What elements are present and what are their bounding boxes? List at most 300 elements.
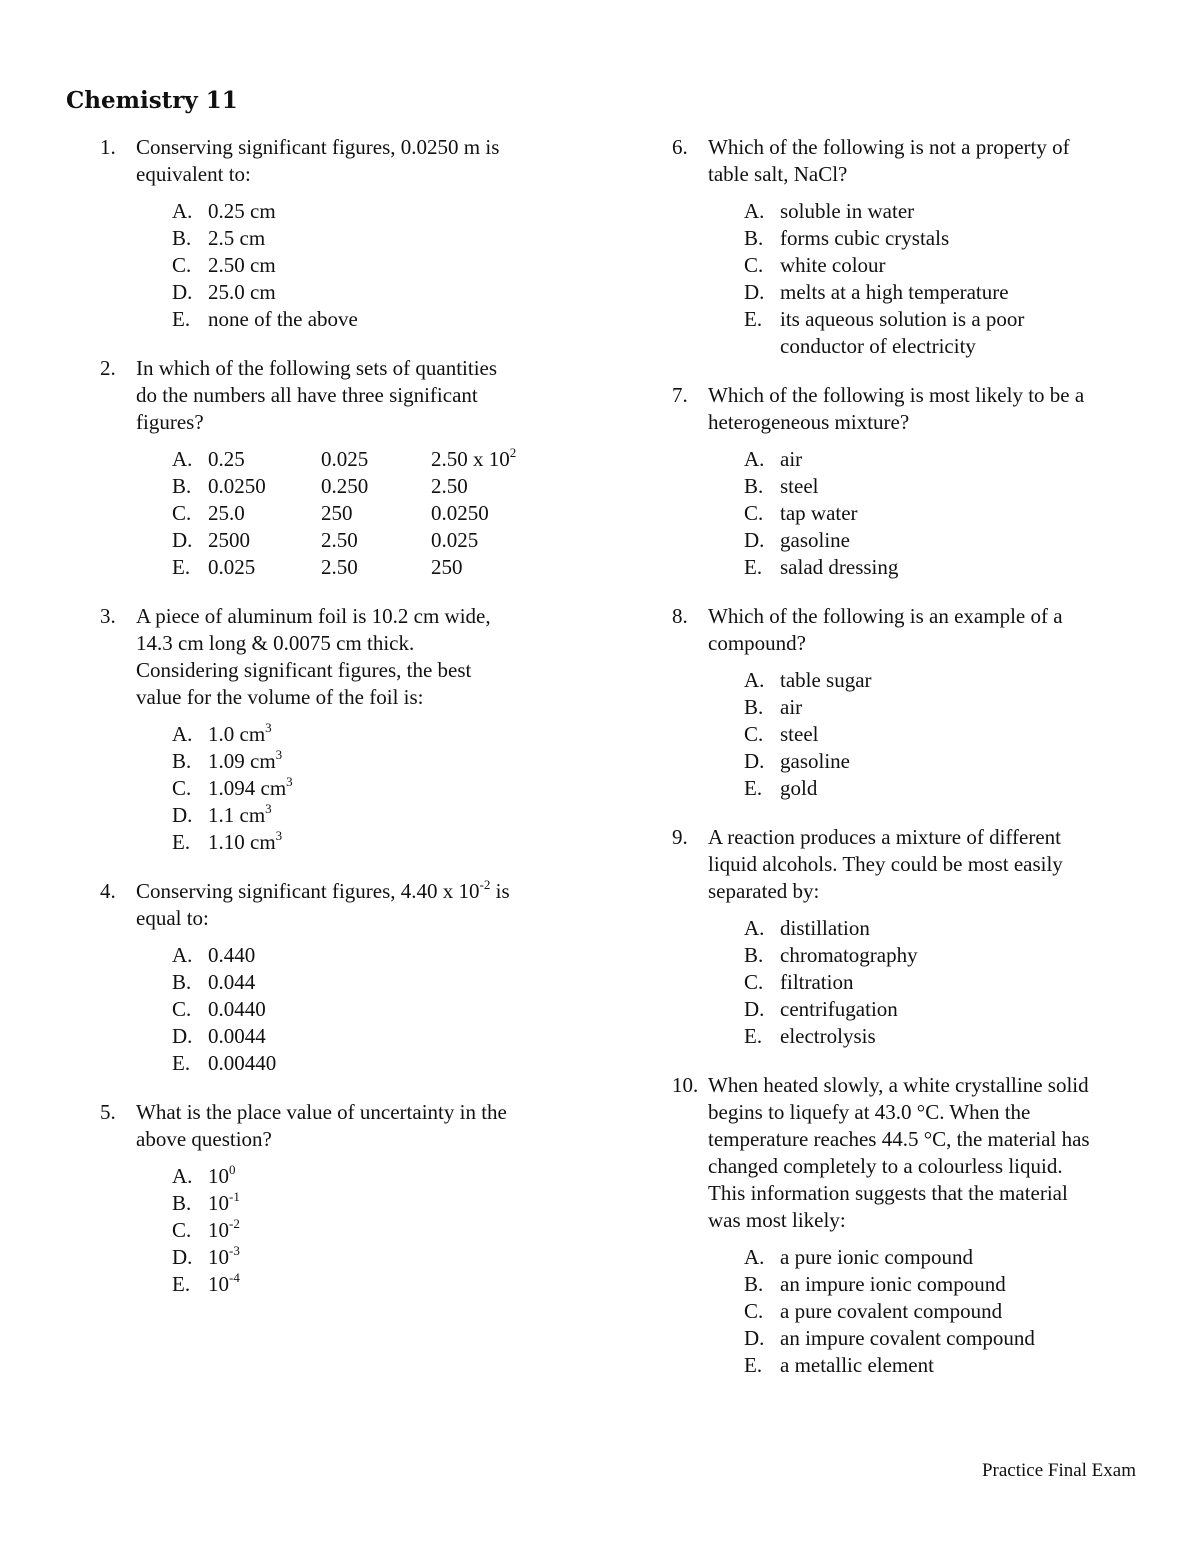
option-letter: B. [172,749,192,773]
option-text [780,942,918,969]
answer-option [172,996,580,1023]
question-number: 1. [100,135,116,159]
question-line: When heated slowly, a white crystalline solid [708,1073,1089,1097]
answer-option [744,1023,1152,1050]
option-value: 2.50 x 10 [431,447,510,471]
answer-option [744,942,1152,969]
answer-option [172,446,580,473]
option-value: 0.025 [208,555,256,579]
answer-option [744,1271,1152,1298]
option-value: forms cubic crystals [780,226,950,250]
question-number: 10. [672,1073,699,1097]
option-letter: A. [744,916,765,940]
answer-option [172,1271,580,1298]
option-text [208,829,282,856]
option-value: 0.044 [208,970,256,994]
answer-option [172,473,580,500]
exponent: 0 [229,1162,236,1177]
option-value: melts at a high temperature [780,280,1009,304]
exponent: 3 [265,720,272,735]
answer-option [744,1298,1152,1325]
question-item [672,134,1152,360]
option-text [208,1163,236,1190]
option-value: 10 [208,1245,229,1269]
option-text [780,1352,934,1379]
option-letter: B. [744,474,764,498]
answer-option [172,198,580,225]
option-value: air [780,695,803,719]
question-line: In which of the following sets of quantities [136,356,498,380]
question-line: A reaction produces a mixture of different [708,825,1061,849]
answer-option [172,775,580,802]
answer-option [744,252,1152,279]
option-letter: A. [172,1164,193,1188]
option-value: 0.025 [431,528,479,552]
answer-option [172,969,580,996]
option-text [208,1190,240,1217]
option-letter: E. [172,1051,191,1075]
option-value: an impure covalent compound [780,1326,1035,1350]
option-text [431,527,478,554]
answer-options [172,721,580,856]
option-text [780,775,817,802]
option-letter: B. [172,970,192,994]
option-text [208,446,321,473]
exponent: 2 [509,445,517,460]
option-letter: D. [744,280,765,304]
option-value: 1.09 cm [208,749,276,773]
question-number: 8. [672,604,688,628]
option-value: 10 [208,1218,229,1242]
option-text [208,1271,240,1298]
option-text [780,1298,1002,1325]
answer-option [172,802,580,829]
question-line: heterogeneous mixture? [708,410,910,434]
answer-option [172,1217,580,1244]
question-line: Which of the following is most likely to be a [708,383,1085,407]
option-text [208,473,321,500]
option-value: 0.0440 [208,997,266,1021]
option-letter: C. [744,1299,764,1323]
option-value: gold [780,776,818,800]
option-value: 1.1 cm [208,803,266,827]
option-value: 0.440 [208,943,256,967]
question-text [136,878,580,932]
option-letter: A. [172,722,193,746]
answer-option [744,996,1152,1023]
option-letter: E. [172,307,191,331]
question-line: Which of the following is not a property of [708,135,1070,159]
answer-option [744,1325,1152,1352]
option-text [780,554,898,581]
exponent: -2 [229,1216,240,1231]
answer-options [172,446,580,581]
question-number: 3. [100,604,116,628]
question-number: 2. [100,356,116,380]
option-text [431,554,463,581]
question-line: do the numbers all have three significant [136,383,478,407]
option-value: table sugar [780,668,872,692]
option-text [208,252,276,279]
option-value: 25.0 [208,501,245,525]
answer-option [744,915,1152,942]
question-line: was most likely: [708,1208,846,1232]
option-value: salad dressing [780,555,899,579]
option-letter: A. [172,447,193,471]
option-text [780,748,850,775]
exponent: 3 [286,774,293,789]
question-line: temperature reaches 44.5 °C, the material has [708,1127,1090,1151]
question-line: liquid alcohols. They could be most easily [708,852,1063,876]
option-text [431,473,468,500]
question-item [672,1072,1152,1379]
question-number: 4. [100,879,116,903]
option-letter: C. [744,722,764,746]
option-text [780,225,949,252]
answer-option [744,1244,1152,1271]
option-value: steel [780,722,819,746]
option-value: 0.0044 [208,1024,266,1048]
question-line: Which of the following is an example of a [708,604,1063,628]
option-text [321,500,431,527]
answer-option [744,279,1152,306]
option-text [321,446,431,473]
option-letter: E. [744,776,763,800]
option-letter: D. [744,997,765,1021]
option-text [208,996,266,1023]
option-letter: C. [744,970,764,994]
option-value: 2.50 cm [208,253,276,277]
answer-option [744,473,1152,500]
option-letter: B. [172,474,192,498]
option-value: chromatography [780,943,918,967]
option-text [208,942,255,969]
question-number: 9. [672,825,688,849]
option-text [780,473,818,500]
option-letter: E. [744,307,763,331]
option-letter: C. [744,253,764,277]
option-text [780,1325,1035,1352]
option-value: gasoline [780,749,850,773]
option-letter: D. [744,749,765,773]
question-line: separated by: [708,879,820,903]
option-text [208,198,276,225]
option-text [780,1244,973,1271]
question-text [136,355,580,436]
question-item [672,824,1152,1050]
option-text [208,1050,276,1077]
option-value: 0.025 [321,447,369,471]
answer-option [744,225,1152,252]
option-value: distillation [780,916,870,940]
answer-option [172,1023,580,1050]
exponent: -3 [229,1243,240,1258]
question-number: 7. [672,383,688,407]
option-value: 250 [431,555,463,579]
option-text [208,225,265,252]
option-text [780,527,850,554]
question-text [708,134,1152,188]
answer-option [172,554,580,581]
option-indent [744,333,780,360]
option-text [208,527,321,554]
option-letter: E. [744,1024,763,1048]
option-value: centrifugation [780,997,898,1021]
answer-options [744,198,1152,360]
question-text [136,134,580,188]
option-text [208,802,272,829]
answer-option [744,306,1152,333]
option-value: a metallic element [780,1353,934,1377]
answer-option [172,829,580,856]
question-item [100,603,580,856]
option-text [780,915,870,942]
left-question-column [100,134,580,1320]
answer-option [172,748,580,775]
answer-option-continued [744,333,1152,360]
option-letter: B. [744,1272,764,1296]
option-value: 2.50 [431,474,468,498]
option-text [780,1023,876,1050]
answer-option [172,279,580,306]
option-letter: A. [172,943,193,967]
option-letter: D. [172,1024,193,1048]
question-number: 5. [100,1100,116,1124]
answer-option [744,694,1152,721]
option-value: 0.25 [208,447,245,471]
option-letter: E. [172,555,191,579]
answer-option [744,500,1152,527]
option-letter: B. [744,943,764,967]
option-letter: D. [172,803,193,827]
answer-option [172,942,580,969]
option-text [780,969,853,996]
option-value: 2500 [208,528,250,552]
question-line-text: is [490,879,510,903]
option-letter: E. [172,830,191,854]
question-item [100,878,580,1077]
option-text [321,527,431,554]
question-text [136,1099,580,1153]
option-value: electrolysis [780,1024,876,1048]
answer-option [172,721,580,748]
answer-option [172,225,580,252]
option-value: 250 [321,501,353,525]
option-value: 1.094 cm [208,776,287,800]
answer-option [172,500,580,527]
question-text [136,603,580,711]
question-item [100,355,580,581]
option-text [780,1271,1006,1298]
answer-option [744,721,1152,748]
question-line: What is the place value of uncertainty in the [136,1100,507,1124]
question-item [100,134,580,333]
answer-option [744,969,1152,996]
option-value: white colour [780,253,886,277]
answer-options [172,942,580,1077]
question-number: 6. [672,135,688,159]
answer-option [744,775,1152,802]
exponent: -2 [479,877,491,892]
answer-option [744,198,1152,225]
option-letter: D. [172,528,193,552]
question-line: 14.3 cm long & 0.0075 cm thick. [136,631,415,655]
option-text [780,279,1009,306]
option-value: 0.0250 [431,501,489,525]
question-line-text: Conserving significant figures, 4.40 x 10 [136,879,480,903]
option-letter: C. [172,1218,192,1242]
question-line: table salt, NaCl? [708,162,848,186]
answer-option [172,1190,580,1217]
option-letter: D. [172,280,193,304]
answer-option [172,252,580,279]
option-letter: D. [172,1245,193,1269]
option-value: a pure ionic compound [780,1245,974,1269]
option-letter: C. [744,501,764,525]
option-value: gasoline [780,528,850,552]
question-text [708,603,1152,657]
option-text [321,473,431,500]
option-value: filtration [780,970,854,994]
option-value: 0.250 [321,474,369,498]
option-letter: E. [744,555,763,579]
option-letter: C. [172,776,192,800]
option-letter: A. [172,199,193,223]
question-line: figures? [136,410,204,434]
option-text: conductor of electricity [780,334,976,358]
question-line: This information suggests that the material [708,1181,1068,1205]
option-text [780,667,872,694]
question-item [672,603,1152,802]
option-letter: B. [744,695,764,719]
answer-option [744,748,1152,775]
question-item [100,1099,580,1298]
question-line: begins to liquefy at 43.0 °C. When the [708,1100,1031,1124]
answer-option [744,667,1152,694]
option-value: 25.0 cm [208,280,276,304]
option-letter: E. [744,1353,763,1377]
option-value: 10 [208,1191,229,1215]
question-line: compound? [708,631,806,655]
exponent: -4 [229,1270,240,1285]
option-text [208,1217,240,1244]
option-text [780,306,1024,333]
answer-option [172,1050,580,1077]
option-letter: A. [744,447,765,471]
answer-options [744,1244,1152,1379]
option-value: a pure covalent compound [780,1299,1003,1323]
option-text [208,306,358,333]
option-letter: B. [172,226,192,250]
option-letter: C. [172,997,192,1021]
exponent: -1 [229,1189,240,1204]
option-text [208,721,272,748]
option-text [208,554,321,581]
option-text [780,446,802,473]
answer-option [744,446,1152,473]
option-text [780,198,914,225]
option-value: soluble in water [780,199,915,223]
right-question-column [672,134,1152,1401]
option-text [208,748,282,775]
option-letter: D. [744,528,765,552]
question-line [136,878,580,905]
option-text [780,500,858,527]
option-letter: B. [172,1191,192,1215]
answer-options [172,1163,580,1298]
option-value: 10 [208,1164,229,1188]
option-letter: D. [744,1326,765,1350]
option-value: 0.0250 [208,474,266,498]
question-line: A piece of aluminum foil is 10.2 cm wide, [136,604,491,628]
option-value: tap water [780,501,858,525]
question-line: changed completely to a colourless liquid. [708,1154,1063,1178]
question-line: Conserving significant figures, 0.0250 m is [136,135,500,159]
option-text [431,446,516,473]
option-value: 2.50 [321,528,358,552]
question-line: above question? [136,1127,272,1151]
option-letter: A. [744,668,765,692]
option-text [321,554,431,581]
answer-option [744,554,1152,581]
option-value: 0.25 cm [208,199,276,223]
option-value: none of the above [208,307,358,331]
answer-options [172,198,580,333]
exponent: 3 [275,828,283,843]
option-text [208,1244,240,1271]
option-text [208,1023,266,1050]
option-text [208,775,293,802]
option-value: 1.10 cm [208,830,276,854]
option-value: its aqueous solution is a poor [780,307,1025,331]
option-value: air [780,447,803,471]
answer-option [744,527,1152,554]
answer-option [172,1163,580,1190]
question-text [708,382,1152,436]
option-value: 1.0 cm [208,722,266,746]
option-text [208,500,321,527]
option-value: 2.50 [321,555,358,579]
question-text [708,1072,1152,1234]
option-text [780,694,802,721]
question-line: equivalent to: [136,162,251,186]
option-text [780,996,898,1023]
option-text [780,252,886,279]
exponent: 3 [275,747,283,762]
option-letter: B. [744,226,764,250]
option-letter: A. [744,1245,765,1269]
option-text [208,969,255,996]
option-letter: C. [172,253,192,277]
option-value: 10 [208,1272,229,1296]
option-value: steel [780,474,819,498]
page-title: Chemistry 11 [66,87,238,114]
answer-options [744,446,1152,581]
option-letter: C. [172,501,192,525]
option-letter: E. [172,1272,191,1296]
answer-option [172,306,580,333]
answer-option [172,1244,580,1271]
question-item [672,382,1152,581]
option-text [208,279,276,306]
answer-option [172,527,580,554]
question-line: Considering significant figures, the best [136,658,472,682]
option-value: an impure ionic compound [780,1272,1006,1296]
footer-label: Practice Final Exam [981,1460,1136,1481]
answer-options [744,667,1152,802]
answer-option [744,1352,1152,1379]
question-line: value for the volume of the foil is: [136,685,424,709]
